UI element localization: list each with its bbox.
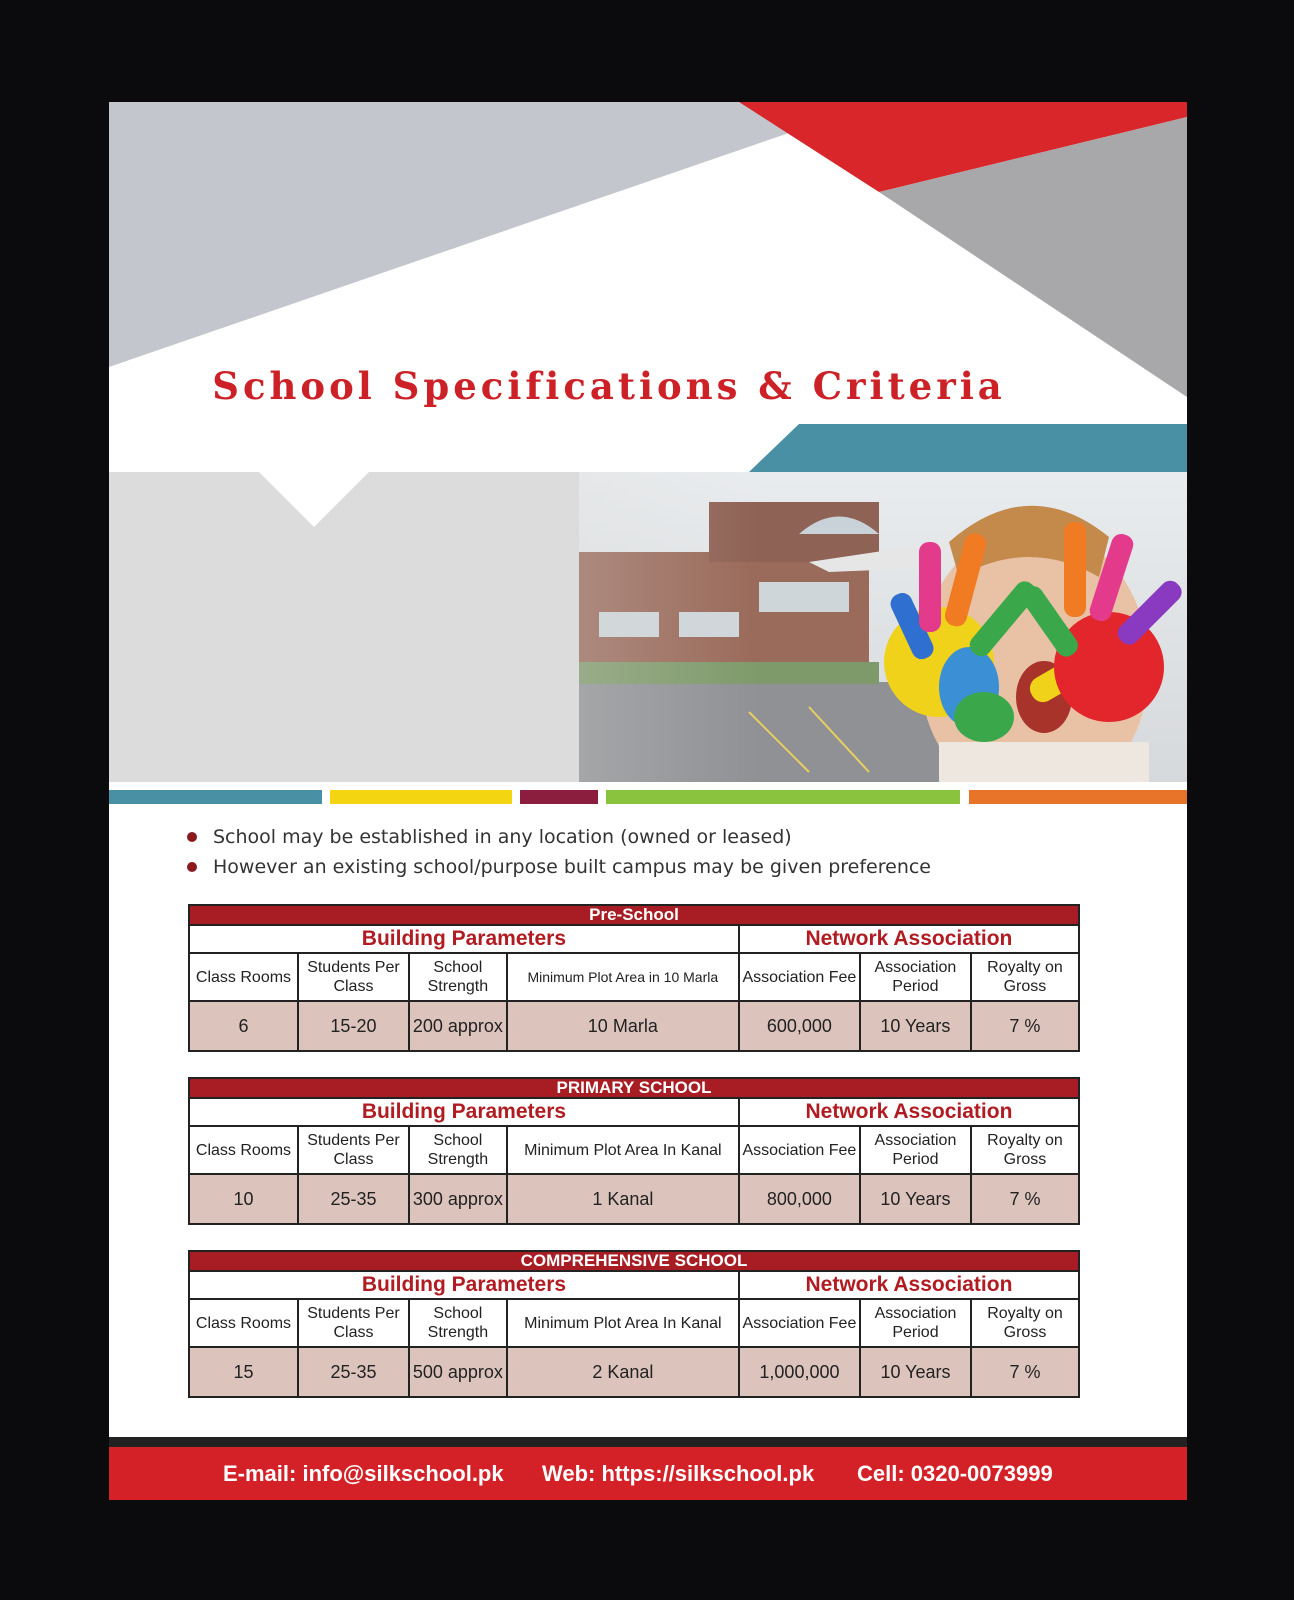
column-header: Class Rooms <box>189 953 298 1001</box>
orange-bar <box>969 790 1187 804</box>
table-row <box>189 1174 1079 1224</box>
column-header: Association Fee <box>739 1126 860 1174</box>
school-strength-value: 300 approx <box>409 1174 507 1224</box>
school-strength-value: 500 approx <box>409 1347 507 1397</box>
grey-wedge <box>109 102 879 367</box>
class-rooms-value: 6 <box>189 1001 298 1051</box>
table-title: Pre-School <box>189 905 1079 925</box>
contact-footer <box>109 1447 1187 1500</box>
plot-area-value: 1 Kanal <box>507 1174 739 1224</box>
hero-fade <box>109 472 759 782</box>
school-strength-value: 200 approx <box>409 1001 507 1051</box>
pre-school-table <box>188 904 1080 1052</box>
bullet-text: However an existing school/purpose built campus may be given preference <box>213 856 931 878</box>
royalty-value: 7 % <box>971 1347 1079 1397</box>
table-row <box>189 1347 1079 1397</box>
class-rooms-value: 10 <box>189 1174 298 1224</box>
table-title: COMPREHENSIVE SCHOOL <box>189 1251 1079 1271</box>
bullet-dot <box>187 832 197 842</box>
network-association-heading: Network Association <box>739 1271 1079 1299</box>
association-fee-value: 1,000,000 <box>739 1347 860 1397</box>
plot-area-value: 10 Marla <box>507 1001 739 1051</box>
header-decoration <box>109 102 1187 482</box>
column-header: Association Fee <box>739 1299 860 1347</box>
association-fee-value: 800,000 <box>739 1174 860 1224</box>
building-parameters-heading: Building Parameters <box>189 925 739 953</box>
students-per-class-value: 15-20 <box>298 1001 409 1051</box>
flyer-page <box>109 102 1187 1500</box>
column-header: Minimum Plot Area in 10 Marla <box>507 953 739 1001</box>
column-header: School Strength <box>409 1299 507 1347</box>
plot-area-value: 2 Kanal <box>507 1347 739 1397</box>
table-row <box>189 1001 1079 1051</box>
web-link[interactable]: Web: https://silkschool.pk <box>542 1461 815 1486</box>
bullet-list <box>187 822 931 882</box>
building-parameters-heading: Building Parameters <box>189 1098 739 1126</box>
class-rooms-value: 15 <box>189 1347 298 1397</box>
primary-school-table <box>188 1077 1080 1225</box>
column-header: Royalty on Gross <box>971 1299 1079 1347</box>
building-parameters-heading: Building Parameters <box>189 1271 739 1299</box>
association-period-value: 10 Years <box>860 1174 971 1224</box>
column-header: School Strength <box>409 953 507 1001</box>
teal-bar <box>109 790 322 804</box>
yellow-bar <box>330 790 512 804</box>
column-header: Association Period <box>860 1299 971 1347</box>
association-period-value: 10 Years <box>860 1347 971 1397</box>
royalty-value: 7 % <box>971 1001 1079 1051</box>
column-header: Royalty on Gross <box>971 1126 1079 1174</box>
color-bars <box>109 790 1187 804</box>
column-header: Class Rooms <box>189 1299 298 1347</box>
column-header: Class Rooms <box>189 1126 298 1174</box>
page-title: School Specifications & Criteria <box>212 364 1006 408</box>
bullet-text: School may be established in any location (owned or leased) <box>213 826 792 848</box>
bullet-item <box>187 822 931 852</box>
column-header: Royalty on Gross <box>971 953 1079 1001</box>
column-header: Students Per Class <box>298 1299 409 1347</box>
cell-number: Cell: 0320-0073999 <box>857 1461 1053 1486</box>
students-per-class-value: 25-35 <box>298 1347 409 1397</box>
teal-band <box>749 424 1187 472</box>
column-header: Students Per Class <box>298 953 409 1001</box>
column-header: School Strength <box>409 1126 507 1174</box>
bullet-dot <box>187 862 197 872</box>
footer-strip <box>109 1437 1187 1447</box>
column-header: Minimum Plot Area In Kanal <box>507 1126 739 1174</box>
table-title: PRIMARY SCHOOL <box>189 1078 1079 1098</box>
maroon-bar <box>520 790 598 804</box>
royalty-value: 7 % <box>971 1174 1079 1224</box>
column-header: Minimum Plot Area In Kanal <box>507 1299 739 1347</box>
comprehensive-school-table <box>188 1250 1080 1398</box>
students-per-class-value: 25-35 <box>298 1174 409 1224</box>
column-header: Students Per Class <box>298 1126 409 1174</box>
column-header: Association Fee <box>739 953 860 1001</box>
column-header: Association Period <box>860 1126 971 1174</box>
association-fee-value: 600,000 <box>739 1001 860 1051</box>
bullet-item <box>187 852 931 882</box>
network-association-heading: Network Association <box>739 1098 1079 1126</box>
hero-image <box>109 472 1187 782</box>
association-period-value: 10 Years <box>860 1001 971 1051</box>
column-header: Association Period <box>860 953 971 1001</box>
green-bar <box>606 790 960 804</box>
network-association-heading: Network Association <box>739 925 1079 953</box>
email-link[interactable]: E-mail: info@silkschool.pk <box>223 1461 504 1486</box>
